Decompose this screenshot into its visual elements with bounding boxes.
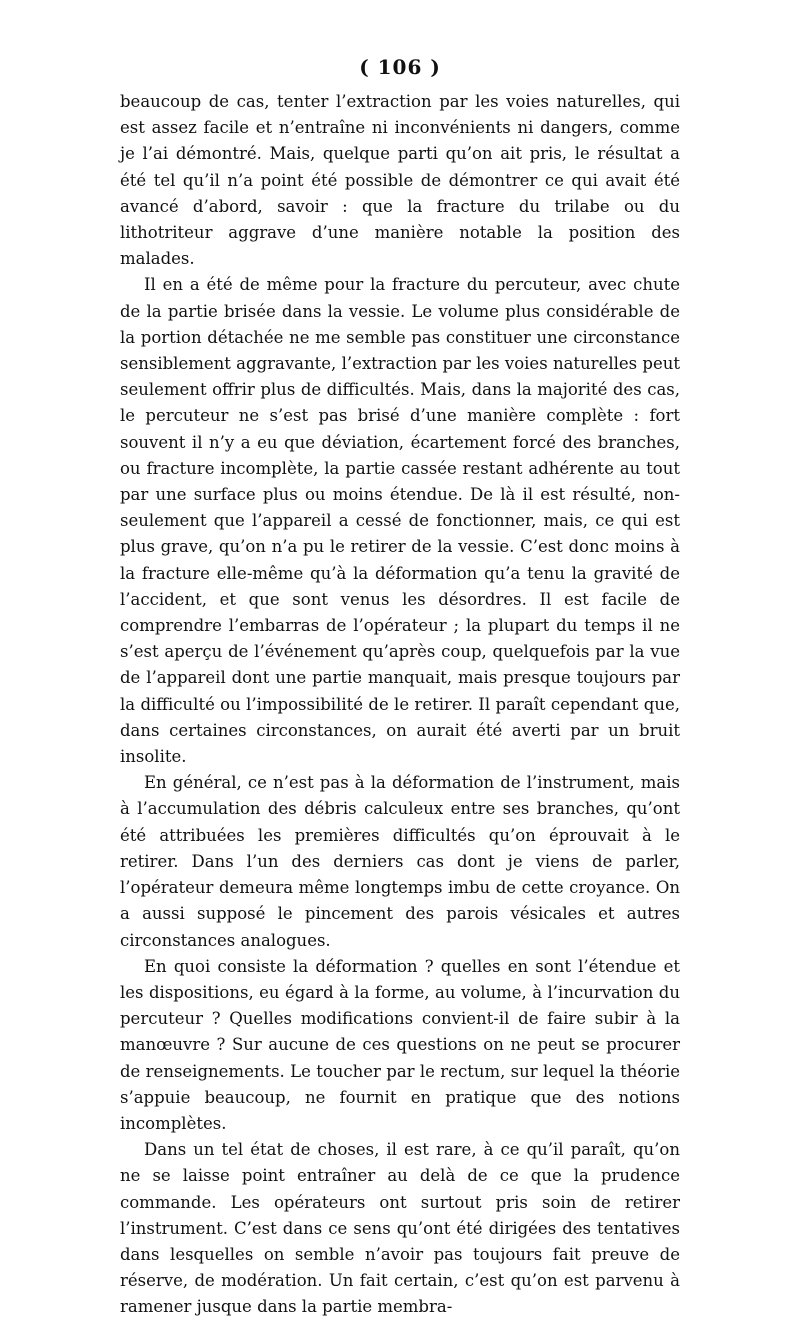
paragraph: Il en a été de même pour la fracture du percuteur, avec chute de la partie brisée dans la vessie. Le volume plus considérable de la portion détachée ne me semble pas constituer une circonstance sensiblement aggravante, l’extraction par les voies naturelles peut seulement offrir plus de difficultés. Mais, dans la majorité des cas, le percuteur ne s’est pas brisé d’une manière complète : fort souvent il n’y a eu que déviation, écartement forcé des branches, ou fracture incomplète, la partie cassée restant adhérente au tout par une surface plus ou moins étendue. De là il est résulté, non-seulement que l’appareil a cessé de fonctionner, mais, ce qui est plus grave, qu’on n’a pu le retirer de la vessie. C’est donc moins à la fracture elle-même qu’à la déformation qu’a tenu la gravité de l’accident, et que sont venus les désordres. Il est facile de comprendre l’embarras de l’opérateur ; la plupart du temps il ne s’est aperçu de l’événement qu’après coup, quelquefois par la vue de l’appareil dont une partie manquait, mais presque toujours par la difficulté ou l’impossibilité de le retirer. Il paraît cependant que, dans certaines circonstances, on aurait été averti par un bruit insolite. <box>120 275 680 767</box>
paragraph: Dans un tel état de choses, il est rare, à ce qu’il paraît, qu’on ne se laisse point entraîner au delà de ce que la prudence commande. Les opérateurs ont surtout pris soin de retirer l’instrument. C’est dans ce sens qu’ont été dirigées des tentatives dans lesquelles on semble n’avoir pas toujours fait preuve de réserve, de modération. Un fait certain, c’est qu’on est parvenu à ramener jusque dans la partie membra- <box>120 1140 680 1317</box>
page-number: ( 106 ) <box>359 55 441 79</box>
paragraph: beaucoup de cas, tenter l’extraction par les voies naturelles, qui est assez facile et n’entraîne ni inconvénients ni dangers, comme je l’ai démontré. Mais, quelque parti qu’on ait pris, le résultat a été tel qu’il n’a point été possible de démontrer ce qui avait été avancé d’abord, savoir : que la fracture du trilabe ou du lithotriteur aggrave d’une manière notable la position des malades. <box>120 92 680 269</box>
paragraph: En général, ce n’est pas à la déformation de l’instrument, mais à l’accumulation des débris calculeux entre ses branches, qu’ont été attribuées les premières difficultés qu’on éprouvait à le retirer. Dans l’un des derniers cas dont je viens de parler, l’opérateur demeura même longtemps imbu de cette croyance. On a aussi supposé le pincement des parois vésicales et autres circonstances analogues. <box>120 773 680 950</box>
body-text <box>120 89 680 1321</box>
paragraph: En quoi consiste la déformation ? quelles en sont l’étendue et les dispositions, eu égard à la forme, au volume, à l’incurvation du percuteur ? Quelles modifications convient-il de faire subir à la manœuvre ? Sur aucune de ces questions on ne peut se procurer de renseignements. Le toucher par le rectum, sur lequel la théorie s’appuie beaucoup, ne fournit en pratique que des notions incomplètes. <box>120 956 680 1133</box>
book-page <box>120 55 680 1321</box>
